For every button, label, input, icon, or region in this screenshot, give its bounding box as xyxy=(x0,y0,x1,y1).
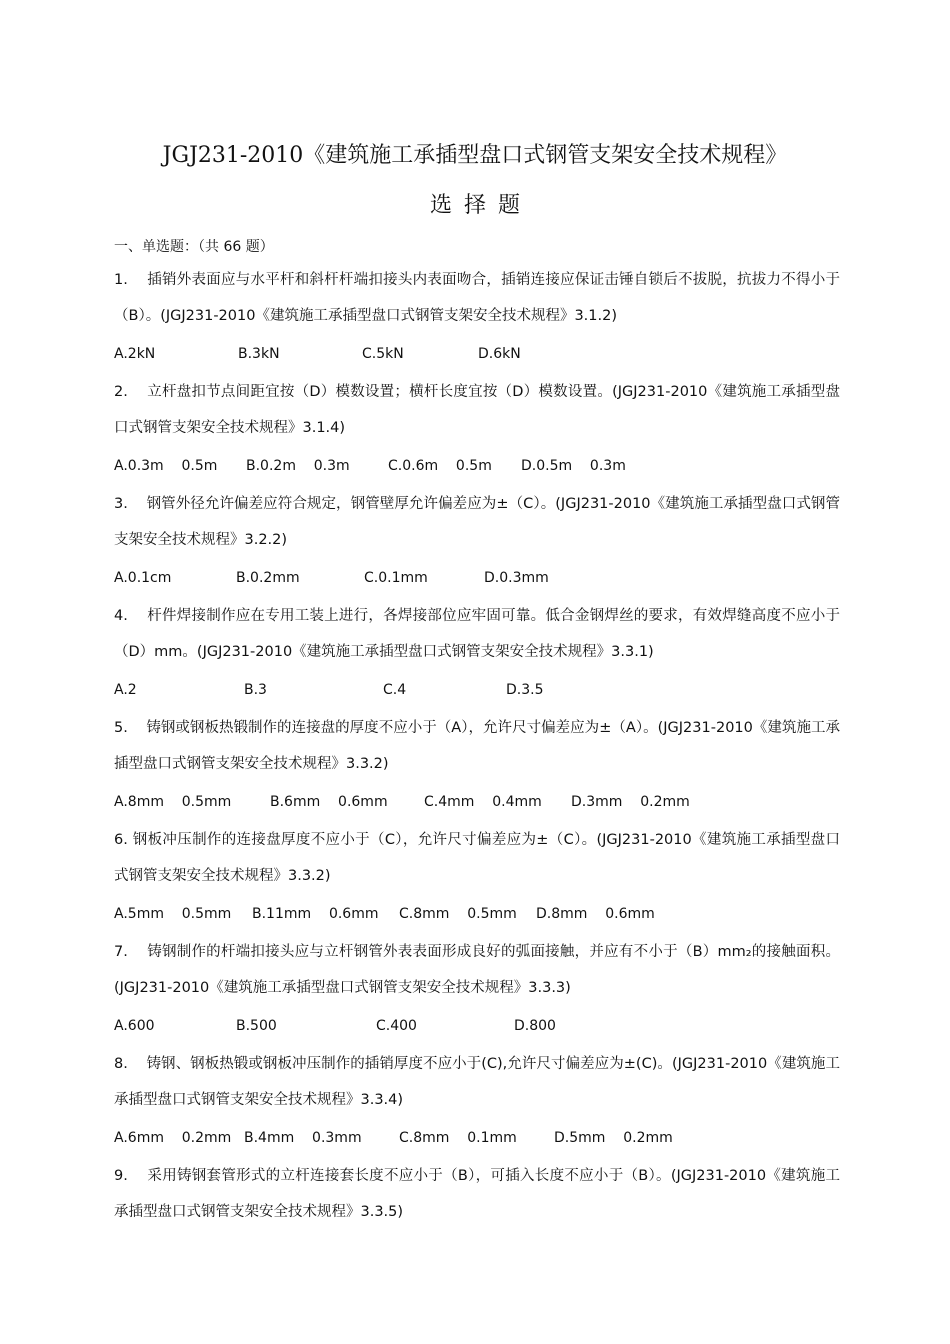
option-b: B.0.2mm xyxy=(236,570,300,586)
option-a: A.600 xyxy=(114,1018,155,1034)
option-c: C.0.1mm xyxy=(364,570,428,586)
option-c: C.4 xyxy=(383,682,407,698)
option-a: A.6mm 0.2mm xyxy=(114,1130,232,1146)
option-b: B.0.2m 0.3m xyxy=(246,458,350,474)
question-9: 9. 采用铸钢套管形式的立杆连接套长度不应小于（B），可插入长度不应小于（B）。(JGJ231-2010《建筑施工承插型盘口式钢管支架安全技术规程》3.3.5) xyxy=(114,1168,840,1220)
question-4: 4. 杆件焊接制作应在专用工装上进行，各焊接部位应牢固可靠。低合金钢焊丝的要求，有效焊缝高度不应小于（D）mm。(JGJ231-2010《建筑施工承插型盘口式钢管支架安全技术规程》3.3.1) xyxy=(114,608,840,660)
option-d: D.6kN xyxy=(478,346,521,362)
question-1: 1. 插销外表面应与水平杆和斜杆杆端扣接头内表面吻合，插销连接应保证击锤自锁后不拔脱，抗拔力不得小于（B）。(JGJ231-2010《建筑施工承插型盘口式钢管支架安全技术规程》3.1.2) xyxy=(114,272,840,324)
option-a: A.2 xyxy=(114,682,137,698)
option-d: D.0.3mm xyxy=(484,570,549,586)
question-3: 3. 钢管外径允许偏差应符合规定，钢管壁厚允许偏差应为±（C）。(JGJ231-2010《建筑施工承插型盘口式钢管支架安全技术规程》3.2.2) xyxy=(114,496,840,548)
option-b: B.3kN xyxy=(238,346,280,362)
option-c: C.400 xyxy=(376,1018,417,1034)
option-b: B.4mm 0.3mm xyxy=(244,1130,362,1146)
option-b: B.500 xyxy=(236,1018,277,1034)
option-d: D.3.5 xyxy=(506,682,544,698)
option-d: D.5mm 0.2mm xyxy=(554,1130,673,1146)
option-c: C.0.6m 0.5m xyxy=(388,458,492,474)
option-d: D.800 xyxy=(514,1018,556,1034)
option-a: A.8mm 0.5mm xyxy=(114,794,232,810)
option-c: C.8mm 0.5mm xyxy=(399,906,517,922)
question-7: 7. 铸钢制作的杆端扣接头应与立杆钢管外表表面形成良好的弧面接触，并应有不小于（B）mm₂的接触面积。(JGJ231-2010《建筑施工承插型盘口式钢管支架安全技术规程》3.3.3) xyxy=(114,944,840,996)
option-d: D.0.5m 0.3m xyxy=(521,458,626,474)
option-b: B.11mm 0.6mm xyxy=(252,906,379,922)
question-6: 6. 钢板冲压制作的连接盘厚度不应小于（C），允许尺寸偏差应为±（C）。(JGJ231-2010《建筑施工承插型盘口式钢管支架安全技术规程》3.3.2) xyxy=(114,832,840,884)
option-a: A.0.3m 0.5m xyxy=(114,458,218,474)
option-c: C.8mm 0.1mm xyxy=(399,1130,517,1146)
document-subtitle: 选择题 xyxy=(429,193,532,218)
option-d: D.8mm 0.6mm xyxy=(536,906,655,922)
question-5: 5. 铸钢或钢板热锻制作的连接盘的厚度不应小于（A），允许尺寸偏差应为±（A）。(JGJ231-2010《建筑施工承插型盘口式钢管支架安全技术规程》3.3.2) xyxy=(114,720,840,772)
document-title: JGJ231-2010《建筑施工承插型盘口式钢管支架安全技术规程》 xyxy=(162,143,788,168)
option-c: C.4mm 0.4mm xyxy=(424,794,542,810)
option-a: A.5mm 0.5mm xyxy=(114,906,232,922)
question-2: 2. 立杆盘扣节点间距宜按（D）模数设置；横杆长度宜按（D）模数设置。(JGJ231-2010《建筑施工承插型盘口式钢管支架安全技术规程》3.1.4) xyxy=(114,384,840,436)
option-a: A.0.1cm xyxy=(114,570,172,586)
question-8: 8. 铸钢、钢板热锻或钢板冲压制作的插销厚度不应小于(C),允许尺寸偏差应为±(C)。(JGJ231-2010《建筑施工承插型盘口式钢管支架安全技术规程》3.3.4) xyxy=(114,1056,840,1108)
option-a: A.2kN xyxy=(114,346,156,362)
option-c: C.5kN xyxy=(362,346,404,362)
section-heading: 一、单选题：（共 66 题） xyxy=(114,239,274,255)
option-b: B.6mm 0.6mm xyxy=(270,794,388,810)
option-d: D.3mm 0.2mm xyxy=(571,794,690,810)
option-b: B.3 xyxy=(244,682,267,698)
